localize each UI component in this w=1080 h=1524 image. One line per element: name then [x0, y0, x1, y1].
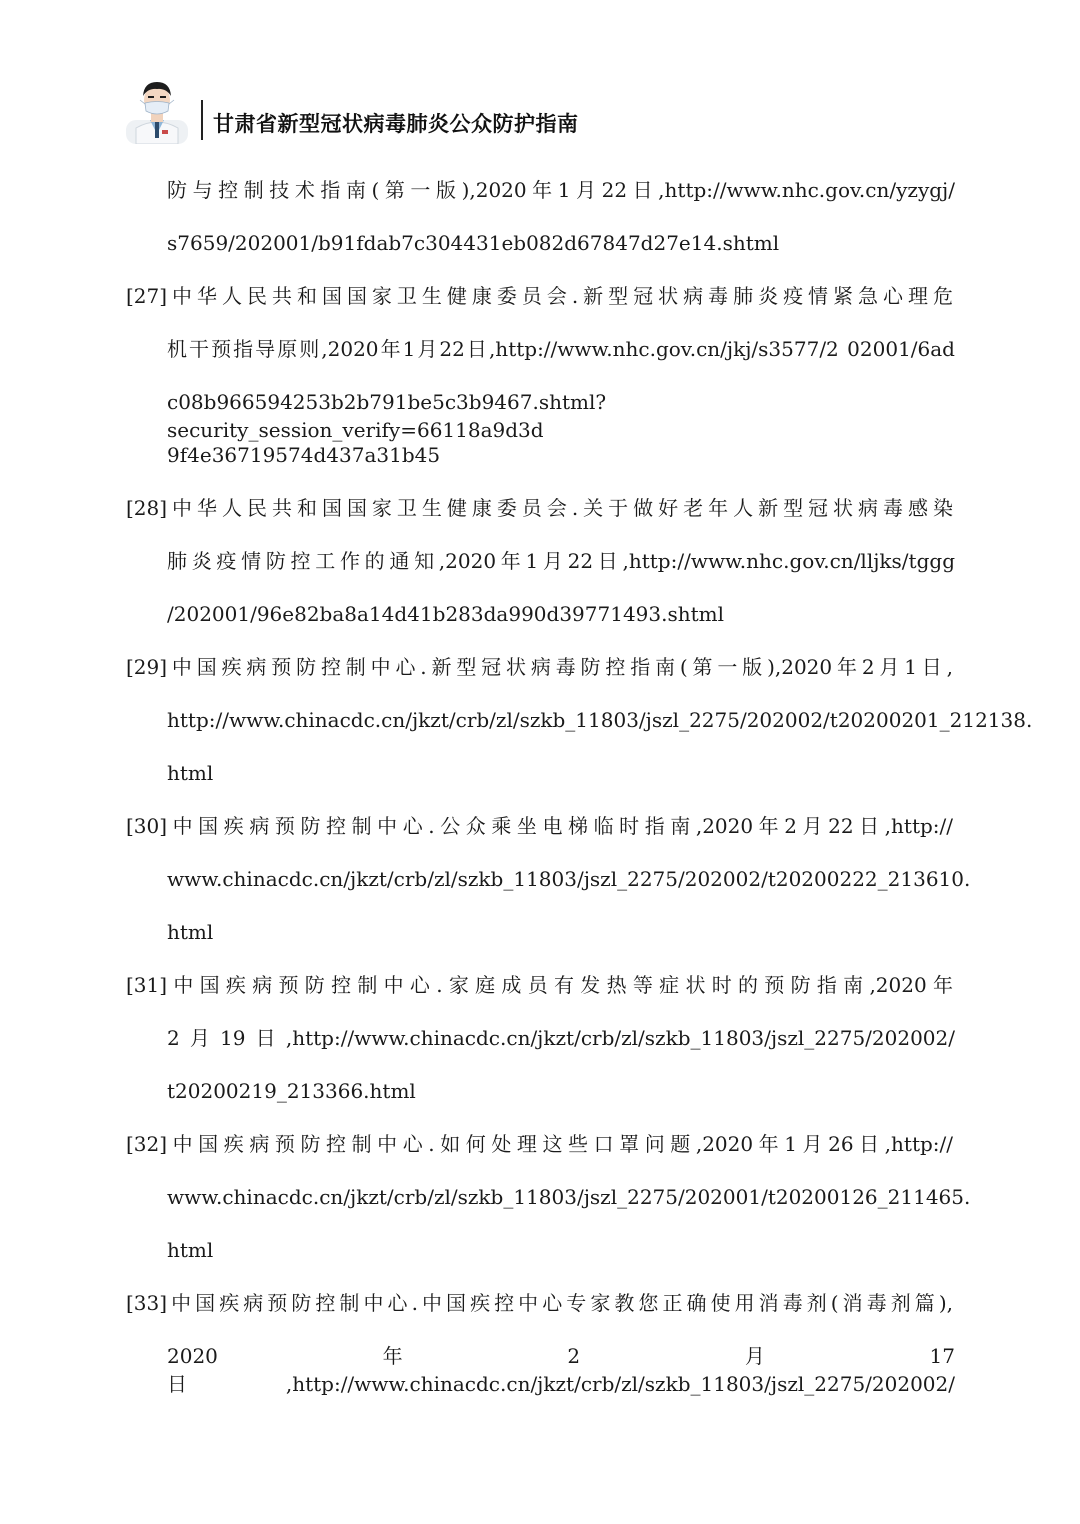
reference-29-line: http://www.chinacdc.cn/jkzt/crb/zl/szkb_11803/jszl_2275/202002/t20200201_212138. [167, 708, 1033, 732]
reference-30-line: html [167, 920, 214, 944]
reference-32-line: html [167, 1238, 214, 1262]
reference-28-line: [28]中华人民共和国国家卫生健康委员会.关于做好老年人新型冠状病毒感染 [126, 496, 953, 520]
reference-27-line: 机干预指导原则,2020年1月22日,http://www.nhc.gov.cn/jkj/s3577/2 02001/6ad [167, 337, 955, 361]
reference-line: s7659/202001/b91fdab7c304431eb082d67847d27e14.shtml [167, 231, 780, 255]
reference-31-line: 2月19日,http://www.chinacdc.cn/jkzt/crb/zl/szkb_11803/jszl_2275/202002/ [167, 1026, 955, 1050]
reference-30-line: www.chinacdc.cn/jkzt/crb/zl/szkb_11803/jszl_2275/202002/t20200222_213610. [167, 867, 971, 891]
reference-29-line: [29]中国疾病预防控制中心.新型冠状病毒防控指南(第一版),2020年2月1日, [126, 655, 953, 679]
reference-28-line: /202001/96e82ba8a14d41b283da990d39771493.shtml [167, 602, 725, 626]
reference-27-line: [27]中华人民共和国国家卫生健康委员会.新型冠状病毒肺炎疫情紧急心理危 [126, 284, 953, 308]
reference-30-line: [30]中国疾病预防控制中心.公众乘坐电梯临时指南,2020年2月22日,http:// [126, 814, 953, 838]
reference-31-line: [31]中国疾病预防控制中心.家庭成员有发热等症状时的预防指南,2020年 [126, 973, 953, 997]
reference-28-line: 肺炎疫情防控工作的通知,2020年1月22日,http://www.nhc.gov.cn/lljks/tggg [167, 549, 955, 573]
reference-29-line: html [167, 761, 214, 785]
reference-32-line: www.chinacdc.cn/jkzt/crb/zl/szkb_11803/jszl_2275/202001/t20200126_211465. [167, 1185, 971, 1209]
reference-31-line: t20200219_213366.html [167, 1079, 416, 1103]
reference-line: 防与控制技术指南(第一版),2020年1月22日,http://www.nhc.gov.cn/yzygj/ [167, 178, 955, 202]
reference-27-line: 9f4e36719574d437a31b45 [167, 443, 441, 467]
reference-27-line: c08b966594253b2b791be5c3b9467.shtml?security_session_verify=66118a9d3d [167, 390, 607, 442]
reference-32-line: [32]中国疾病预防控制中心.如何处理这些口罩问题,2020年1月26日,http:// [126, 1132, 953, 1156]
reference-33-line: 2020年2月17日,http://www.chinacdc.cn/jkzt/crb/zl/szkb_11803/jszl_2275/202002/ [167, 1344, 955, 1396]
reference-33-line: [33]中国疾病预防控制中心.中国疾控中心专家教您正确使用消毒剂(消毒剂篇), [126, 1291, 953, 1315]
page-title: 甘肃省新型冠状病毒肺炎公众防护指南 [213, 112, 579, 136]
